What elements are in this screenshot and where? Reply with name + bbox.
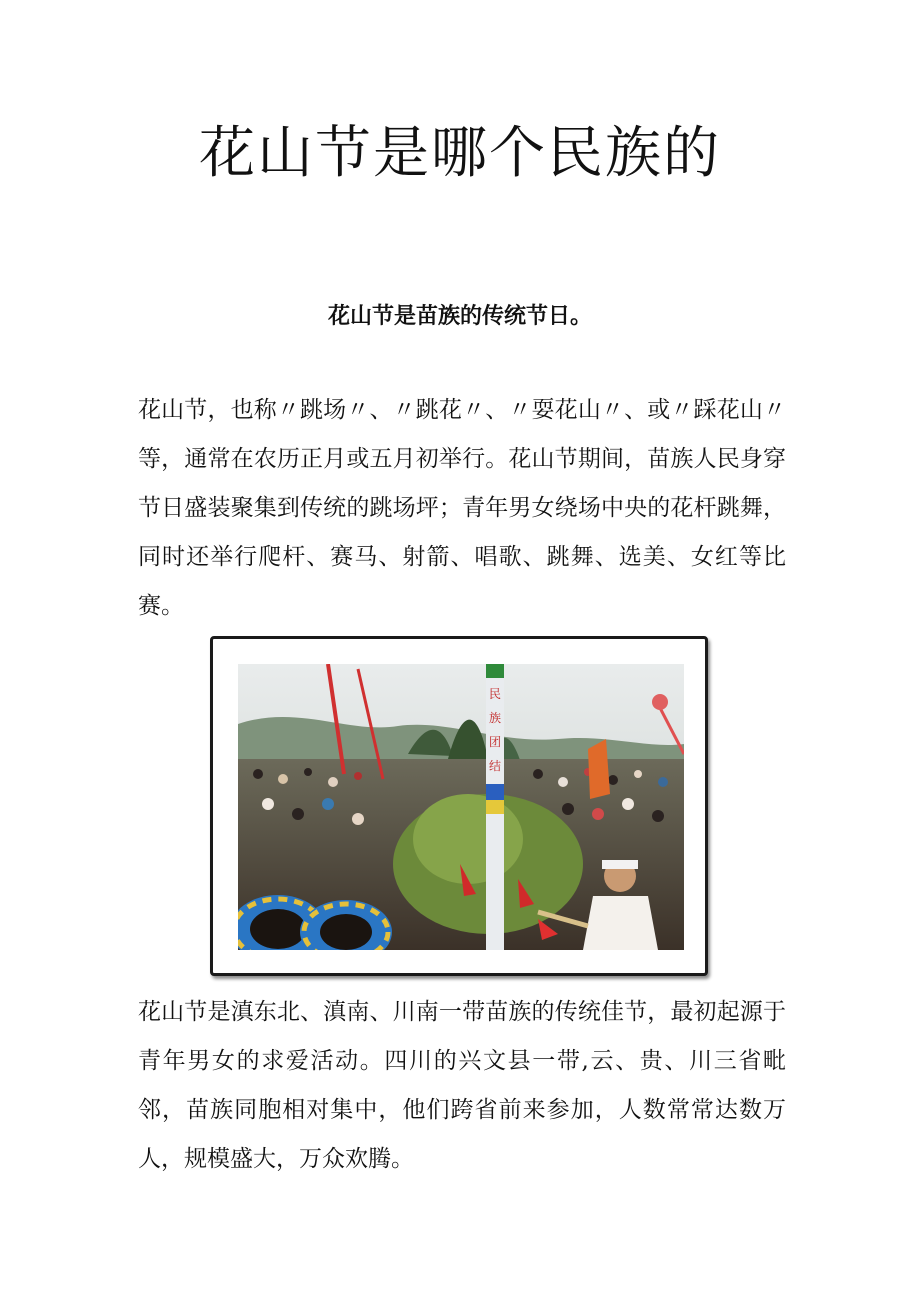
paragraph-1: 花山节，也称〃跳场〃、〃跳花〃、〃耍花山〃、或〃踩花山〃等，通常在农历正月或五月初举行。花山节期间，苗族人民身穿节日盛装聚集到传统的跳场坪；青年男女绕场中央的花杆跳舞，同时还举行爬杆、赛马、射箭、唱歌、跳舞、选美、女红等比赛。 — [138, 397, 786, 619]
pole-character: 民 — [488, 687, 502, 701]
photo-frame — [210, 636, 708, 976]
festival-crowd-photo — [238, 664, 684, 950]
dancer-headband — [602, 860, 638, 869]
headdress-center — [320, 914, 372, 950]
pole-band — [486, 664, 504, 678]
document-subtitle: 花山节是苗族的传统节日。 — [327, 304, 592, 329]
pole-character: 族 — [488, 711, 502, 725]
headdress-center — [250, 909, 306, 949]
paragraph-2: 花山节是滇东北、滇南、川南一带苗族的传统佳节，最初起源于青年男女的求爱活动。四川的兴文县一带,云、贵、川三省毗邻，苗族同胞相对集中，他们跨省前来参加，人数常常达数万人，规模盛大，万众欢腾。 — [138, 999, 786, 1172]
festival-photo-illustration — [238, 664, 684, 950]
document-title: 花山节是哪个民族的 — [199, 121, 721, 186]
dancer-vest — [583, 896, 658, 950]
bamboo-foliage — [413, 794, 523, 884]
pole-character: 团 — [488, 735, 502, 749]
pole-character: 结 — [488, 759, 502, 773]
pole-band — [486, 800, 504, 814]
pole-band — [486, 784, 504, 800]
balloon — [652, 694, 668, 710]
